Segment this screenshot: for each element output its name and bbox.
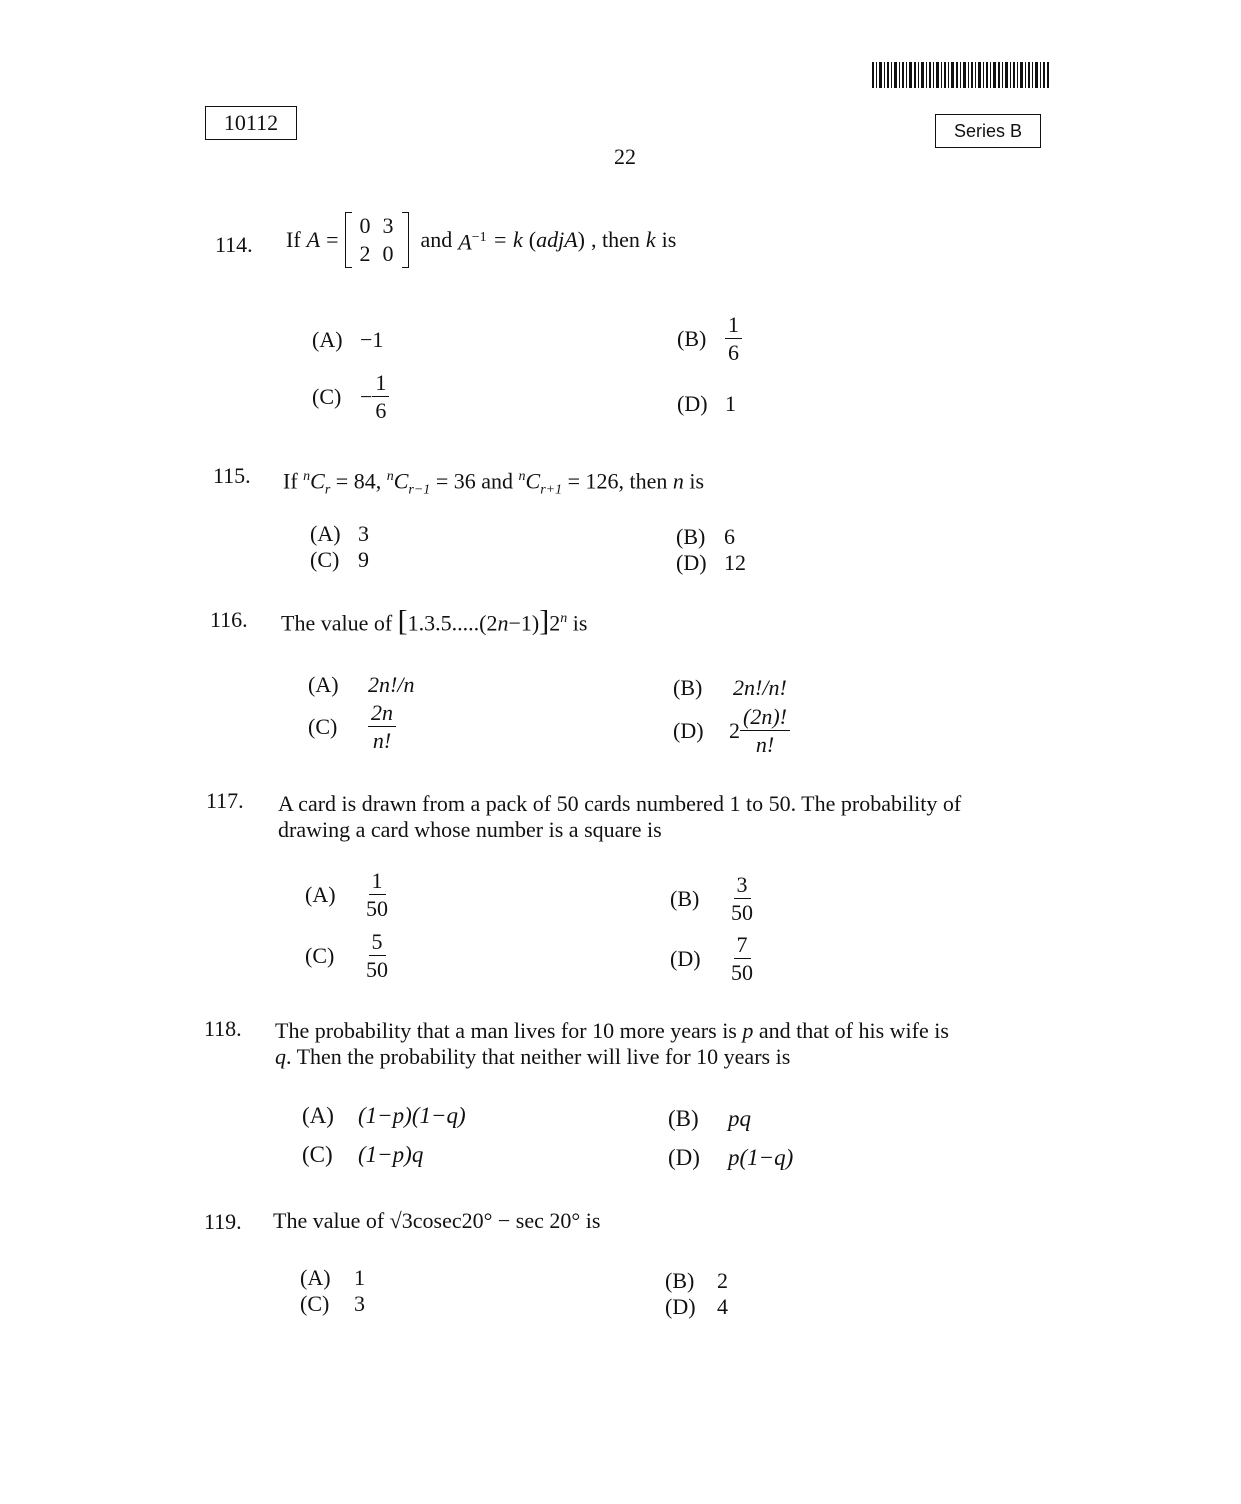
option-b[interactable]: (B) 6 [676, 524, 735, 549]
question-number: 119. [204, 1209, 242, 1234]
question-number: 118. [204, 1016, 242, 1041]
option-a[interactable]: (A) 3 [310, 521, 369, 546]
option-c[interactable]: (C) 9 [310, 547, 369, 572]
question-number: 116. [210, 607, 248, 632]
question-number: 115. [213, 463, 251, 488]
option-b[interactable]: (B) 2n!/n! [673, 675, 787, 700]
question-114-text: If A = 0 3 2 0 and $A^{-1}$ = k (adjA) , then k is [286, 213, 677, 266]
question-number: 114. [215, 232, 253, 257]
barcode [872, 62, 1049, 88]
option-a[interactable]: (A) (1−p)(1−q) [302, 1103, 466, 1128]
option-c[interactable]: (C) $\frac{5}{50}$ [305, 929, 388, 982]
matrix-a: 0 3 2 0 [345, 212, 409, 268]
option-a[interactable]: (A) 2n!/n [308, 672, 415, 697]
option-a[interactable]: (A) $\frac{1}{50}$ [305, 868, 388, 921]
option-b[interactable]: (B) pq [668, 1106, 751, 1131]
question-117-text: A card is drawn from a pack of 50 cards numbered 1 to 50. The probability of drawing a card whose number is a square is [278, 791, 962, 842]
option-d[interactable]: (D) p(1−q) [668, 1145, 794, 1170]
page-number: 22 [614, 144, 636, 169]
question-115-text: If $^nC_r = 84$, $^nC_{r-1} = 36$ and $^nC_{r+1} = 126$, then n is [283, 468, 705, 498]
question-number: 117. [206, 788, 244, 813]
option-c[interactable]: (C) (1−p)q [302, 1142, 424, 1167]
option-d[interactable]: (D) 1 [677, 391, 736, 416]
question-116-text: The value of $[1.3.5.....(2n-1)]2^n$ is [281, 604, 588, 638]
option-b[interactable]: (B) $\frac{3}{50}$ [670, 872, 753, 925]
option-d[interactable]: (D) 4 [665, 1294, 728, 1319]
question-118-text: The probability that a man lives for 10 more years is p and that of his wife is q. Then the probability that neither will live for 10 years is [275, 1018, 949, 1069]
option-a[interactable]: (A) −1 [312, 327, 384, 352]
option-b[interactable]: (B) $\frac{1}{6}$ [677, 314, 742, 364]
paper-code: 10112 [205, 106, 297, 140]
option-d[interactable]: (D) $\frac{7}{50}$ [670, 932, 753, 985]
option-d[interactable]: (D) 2 $\frac{(2n)!}{n!}$ [673, 706, 790, 756]
series-label: Series B [935, 114, 1041, 148]
question-119-text: The value of √3cosec20° − sec 20° is [273, 1208, 601, 1233]
option-c[interactable]: (C) − $\frac{1}{6}$ [312, 372, 389, 422]
option-b[interactable]: (B) 2 [665, 1268, 728, 1293]
option-c[interactable]: (C) $\frac{2n}{n!}$ [308, 702, 396, 752]
option-d[interactable]: (D) 12 [676, 550, 746, 575]
option-c[interactable]: (C) 3 [300, 1291, 365, 1316]
option-a[interactable]: (A) 1 [300, 1265, 365, 1290]
